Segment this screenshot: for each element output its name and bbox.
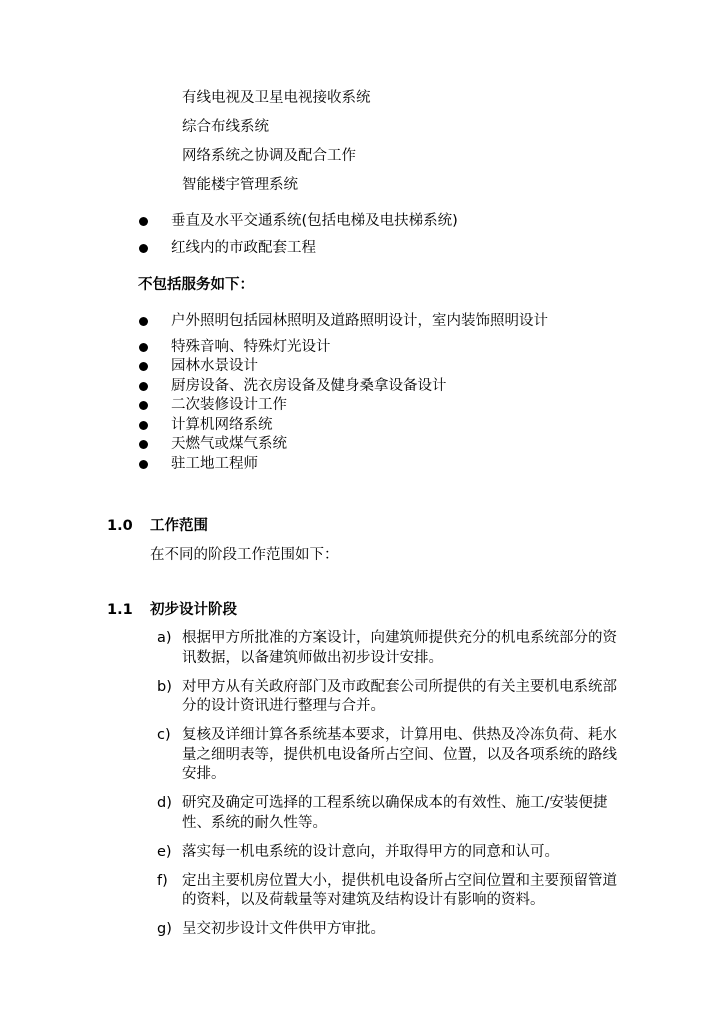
text-line: 性、系统的耐久性等。 [182,814,327,831]
sub-item: 有线电视及卫星电视接收系统 [182,90,371,106]
list-item [157,872,617,911]
list-item [157,678,617,717]
list-label: d) [157,795,172,811]
bullet-item [138,377,548,397]
list-label: e) [157,843,172,860]
text-line: 定出主要机房位置大小，提供机电设备所占空间位置和主要预留管道 [182,872,617,889]
bullet-text: 特殊音响、特殊灯光设计 [171,338,331,355]
bullet-text: 天燃气或煤气系统 [171,436,287,452]
list-item [157,794,617,833]
bullet-text: 园林水景设计 [171,358,258,374]
bullet-item [138,211,458,231]
bullet-text: 户外照明包括园林照明及道路照明设计，室内装饰照明设计 [171,313,548,329]
text-line: 的资料，以及荷载量等对建筑及结构设计有影响的资料。 [182,892,545,908]
list-label: c) [157,727,171,743]
list-text [182,872,617,911]
bullet-text: 计算机网络系统 [171,416,273,433]
list-item [157,629,617,668]
section-heading-1-1 [107,600,237,620]
excluded-bullet-list [138,311,548,474]
text-line: 研究及确定可选择的工程系统以确保成本的有效性、施工/安装便捷 [182,795,608,811]
excluded-heading: 不包括服务如下： [138,277,254,293]
bullet-icon [139,362,148,371]
text-line: 安排。 [182,766,226,782]
preliminary-design-list [157,629,617,949]
list-text [182,920,385,940]
text-line: 呈交初步设计文件供甲方审批。 [182,921,385,937]
list-label: f) [157,872,168,889]
bullet-text: 红线内的市政配套工程 [171,240,316,256]
section-title: 初步设计阶段 [150,602,237,618]
sub-item: 综合布线系统 [182,119,269,135]
list-item [157,843,617,863]
section-number: 1.1 [107,602,133,618]
bullet-text: 垂直及水平交通系统(包括电梯及电扶梯系统) [171,213,458,229]
bullet-item [138,416,548,436]
text-line: 讯数据，以备建筑师做出初步设计安排。 [182,649,443,666]
bullet-icon [139,244,148,253]
list-label: b) [157,678,172,695]
section-title: 工作范围 [150,518,208,534]
bullet-item [138,238,458,258]
list-text [182,629,617,668]
text-line: 根据甲方所批准的方案设计，向建筑师提供充分的机电系统部分的资 [182,630,617,646]
bullet-icon [139,317,148,326]
list-item [157,920,617,940]
list-text [182,794,607,833]
bullet-text: 厨房设备、洗衣房设备及健身桑拿设备设计 [171,377,447,394]
bullet-icon [139,382,148,391]
text-line: 分的设计资讯进行整理与合并。 [182,698,385,714]
bullet-item [138,311,548,331]
bullet-icon [139,401,148,410]
bullet-text: 驻工地工程师 [171,455,258,472]
text-line: 落实每一机电系统的设计意向，并取得甲方的同意和认可。 [182,843,559,860]
included-bullet-list [138,211,458,258]
text-line: 量之细明表等，提供机电设备所占空间、位置，以及各项系统的路线 [182,746,617,763]
bullet-item [138,435,548,455]
bullet-item [138,455,548,475]
bullet-icon [139,343,148,352]
list-text [182,726,617,785]
section-intro: 在不同的阶段工作范围如下： [150,547,339,563]
bullet-text: 二次装修设计工作 [171,397,287,413]
text-line: 复核及详细计算各系统基本要求，计算用电、供热及冷冻负荷、耗水 [182,727,617,743]
sub-item: 网络系统之协调及配合工作 [182,148,356,164]
section-number: 1.0 [107,518,133,534]
included-sub-items [182,88,371,204]
bullet-item [138,357,548,377]
list-label: a) [157,630,172,646]
bullet-icon [139,460,148,469]
bullet-icon [139,421,148,430]
bullet-item [138,338,548,358]
list-label: g) [157,921,172,937]
text-line: 对甲方从有关政府部门及市政配套公司所提供的有关主要机电系统部 [182,678,617,695]
list-item [157,726,617,785]
bullet-icon [139,440,148,449]
bullet-icon [139,217,148,226]
sub-item: 智能楼宇管理系统 [182,177,298,193]
list-text [182,678,617,717]
bullet-item [138,396,548,416]
list-text [182,843,559,863]
section-heading-1-0 [107,516,208,536]
